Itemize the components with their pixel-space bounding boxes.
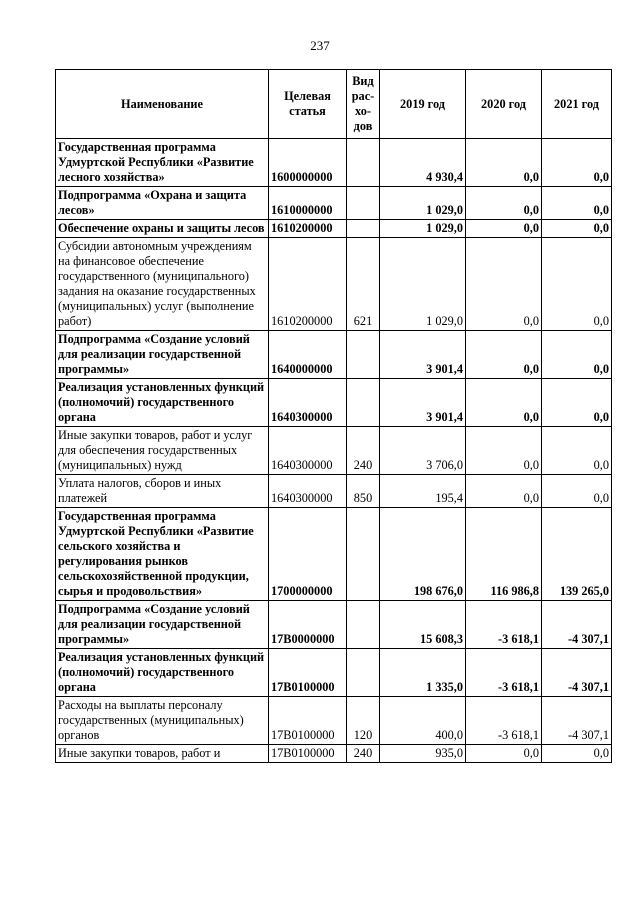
row-2019: 15 608,3 [380, 601, 466, 649]
table-row [56, 475, 612, 508]
row-expense-type [347, 649, 380, 697]
row-name: Подпрограмма «Создание условий для реализации государственной программы» [56, 601, 269, 649]
row-2020: -3 618,1 [466, 649, 542, 697]
table-row [56, 649, 612, 697]
row-2019: 3 706,0 [380, 427, 466, 475]
row-name: Иные закупки товаров, работ и услуг для обеспечения государственных (муниципальных) нужд [56, 427, 269, 475]
row-2020: 0,0 [466, 745, 542, 763]
table-row [56, 238, 612, 331]
row-code: 17В0100000 [269, 649, 347, 697]
row-code: 1640300000 [269, 379, 347, 427]
row-2020: 0,0 [466, 187, 542, 220]
table-row [56, 745, 612, 763]
row-code: 1610200000 [269, 220, 347, 238]
table-row [56, 220, 612, 238]
row-code: 1640300000 [269, 475, 347, 508]
row-2019: 1 029,0 [380, 220, 466, 238]
row-2019: 198 676,0 [380, 508, 466, 601]
row-name: Государственная программа Удмуртской Республики «Развитие сельского хозяйства и регулирования рынков сельскохозяйственной продукции, сырья и продовольствия» [56, 508, 269, 601]
row-code: 1700000000 [269, 508, 347, 601]
row-expense-type: 240 [347, 745, 380, 763]
row-code: 1640300000 [269, 427, 347, 475]
row-name: Государственная программа Удмуртской Республики «Развитие лесного хозяйства» [56, 139, 269, 187]
row-2019: 1 029,0 [380, 238, 466, 331]
row-name: Уплата налогов, сборов и иных платежей [56, 475, 269, 508]
row-expense-type: 120 [347, 697, 380, 745]
row-2020: -3 618,1 [466, 601, 542, 649]
row-2021: -4 307,1 [542, 697, 612, 745]
row-2020: 0,0 [466, 427, 542, 475]
row-2021: 0,0 [542, 475, 612, 508]
row-2020: 0,0 [466, 220, 542, 238]
header-expense-type: Вид рас-хо-дов [347, 70, 380, 139]
row-2021: 139 265,0 [542, 508, 612, 601]
row-name: Расходы на выплаты персоналу государственных (муниципальных) органов [56, 697, 269, 745]
row-2019: 1 335,0 [380, 649, 466, 697]
row-2020: 0,0 [466, 238, 542, 331]
row-name: Подпрограмма «Создание условий для реализации государственной программы» [56, 331, 269, 379]
budget-table [55, 69, 612, 763]
header-2021: 2021 год [542, 70, 612, 139]
table-row [56, 697, 612, 745]
row-2019: 195,4 [380, 475, 466, 508]
header-row [56, 70, 612, 139]
table-row [56, 331, 612, 379]
row-expense-type [347, 331, 380, 379]
row-2019: 3 901,4 [380, 379, 466, 427]
header-2020: 2020 год [466, 70, 542, 139]
row-2019: 4 930,4 [380, 139, 466, 187]
table-row [56, 187, 612, 220]
table-row [56, 601, 612, 649]
row-2021: 0,0 [542, 187, 612, 220]
row-expense-type: 240 [347, 427, 380, 475]
row-code: 17В0100000 [269, 745, 347, 763]
row-2019: 1 029,0 [380, 187, 466, 220]
row-2021: 0,0 [542, 238, 612, 331]
row-name: Обеспечение охраны и защиты лесов [56, 220, 269, 238]
row-expense-type [347, 508, 380, 601]
row-2021: 0,0 [542, 379, 612, 427]
row-2020: 0,0 [466, 475, 542, 508]
header-target: Целевая статья [269, 70, 347, 139]
row-expense-type [347, 187, 380, 220]
row-expense-type [347, 601, 380, 649]
row-2021: -4 307,1 [542, 649, 612, 697]
table-row [56, 427, 612, 475]
row-name: Реализация установленных функций (полномочий) государственного органа [56, 379, 269, 427]
table-row [56, 508, 612, 601]
row-2019: 3 901,4 [380, 331, 466, 379]
row-expense-type: 621 [347, 238, 380, 331]
table-row [56, 379, 612, 427]
row-2020: 0,0 [466, 139, 542, 187]
row-2020: 0,0 [466, 331, 542, 379]
header-name: Наименование [56, 70, 269, 139]
row-expense-type [347, 379, 380, 427]
page-number: 237 [310, 38, 330, 53]
row-expense-type [347, 139, 380, 187]
row-2021: 0,0 [542, 427, 612, 475]
table-row [56, 139, 612, 187]
row-2021: -4 307,1 [542, 601, 612, 649]
row-2020: 0,0 [466, 379, 542, 427]
row-2019: 400,0 [380, 697, 466, 745]
row-expense-type [347, 220, 380, 238]
row-2019: 935,0 [380, 745, 466, 763]
row-2021: 0,0 [542, 745, 612, 763]
row-expense-type: 850 [347, 475, 380, 508]
row-name: Реализация установленных функций (полномочий) государственного органа [56, 649, 269, 697]
row-2021: 0,0 [542, 139, 612, 187]
row-code: 1640000000 [269, 331, 347, 379]
row-2020: 116 986,8 [466, 508, 542, 601]
row-2020: -3 618,1 [466, 697, 542, 745]
header-2019: 2019 год [380, 70, 466, 139]
row-code: 1610200000 [269, 238, 347, 331]
row-2021: 0,0 [542, 331, 612, 379]
row-code: 17В0100000 [269, 697, 347, 745]
row-name: Субсидии автономным учреждениям на финансовое обеспечение государственного (муниципального) задания на оказание государственных (муниципальных) услуг (выполнение работ) [56, 238, 269, 331]
row-name: Подпрограмма «Охрана и защита лесов» [56, 187, 269, 220]
row-code: 1600000000 [269, 139, 347, 187]
row-2021: 0,0 [542, 220, 612, 238]
row-code: 17В0000000 [269, 601, 347, 649]
row-name: Иные закупки товаров, работ и [56, 745, 269, 763]
row-code: 1610000000 [269, 187, 347, 220]
